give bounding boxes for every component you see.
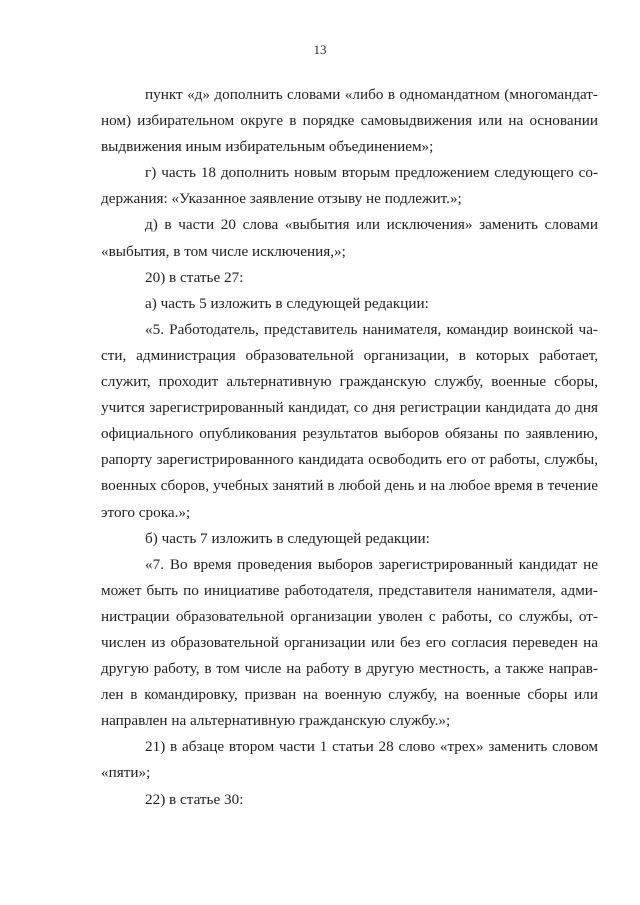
text-line: военных сборов, учебных занятий в любой день и на любое время в течение xyxy=(101,477,598,495)
text-line: сти, администрация образовательной организации, в которых работает, xyxy=(101,346,598,364)
page-number: 13 xyxy=(313,42,327,57)
text-line: служит, проходит альтернативную гражданскую службу, военные сборы, xyxy=(101,373,598,391)
text-line: числен из образовательной организации или без его согласия переведен на xyxy=(101,633,598,651)
text-line: держания: «Указанное заявление отзыву не подлежит.»; xyxy=(101,190,462,208)
text-line: может быть по инициативе работодателя, представителя нанимателя, адми- xyxy=(101,581,598,599)
text-line: рапорту зарегистрированного кандидата освободить его от работы, службы, xyxy=(101,451,598,469)
text-line: «выбытия, в том числе исключения,»; xyxy=(101,242,346,260)
text-line: официального опубликования результатов выборов обязаны по заявлению, xyxy=(101,425,598,443)
text-line: направлен на альтернативную гражданскую службу.»; xyxy=(101,712,451,730)
text-line: «5. Работодатель, представитель нанимателя, командир воинской ча- xyxy=(145,320,598,338)
text-line: нистрации образовательной организации уволен с работы, со службы, от- xyxy=(101,607,598,625)
text-line: г) часть 18 дополнить новым вторым предложением следующего со- xyxy=(145,164,598,182)
text-line: 22) в статье 30: xyxy=(145,790,244,808)
document-body xyxy=(101,82,598,813)
text-line: лен в командировку, призван на военную службу, на военные сборы или xyxy=(101,686,598,704)
text-line: учится зарегистрированный кандидат, со дня регистрации кандидата до дня xyxy=(101,399,598,417)
text-line: б) часть 7 изложить в следующей редакции: xyxy=(145,529,430,547)
text-line: этого срока.»; xyxy=(101,503,191,521)
text-line: д) в части 20 слова «выбытия или исключения» заменить словами xyxy=(145,216,598,234)
text-line: «7. Во время проведения выборов зарегистрированный кандидат не xyxy=(145,555,598,573)
text-line: а) часть 5 изложить в следующей редакции: xyxy=(145,294,429,312)
text-line: выдвижения иным избирательным объединением»; xyxy=(101,138,434,156)
text-line: другую работу, в том числе на работу в другую местность, а также направ- xyxy=(101,660,598,678)
text-line: 20) в статье 27: xyxy=(145,268,244,286)
text-line: ном) избирательном округе в порядке самовыдвижения или на основании xyxy=(101,112,598,130)
text-line: пункт «д» дополнить словами «либо в одномандатном (многомандат- xyxy=(145,86,598,103)
text-line: «пяти»; xyxy=(101,764,151,782)
text-line: 21) в абзаце втором части 1 статьи 28 слово «трех» заменить словом xyxy=(145,738,598,756)
